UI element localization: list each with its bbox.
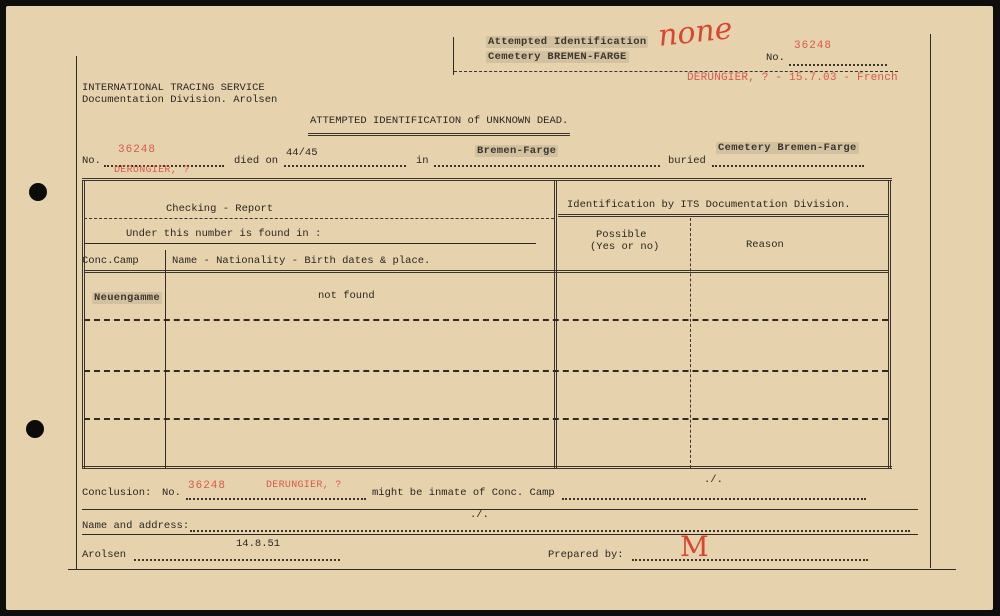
conclusion-no-label: No. [162,487,181,499]
name-address-dots [190,530,910,532]
row-camp: Neuengamme [94,292,161,304]
stamp-no-value: 36248 [794,40,833,52]
name-address-label: Name and address: [82,520,190,532]
frame-left [76,56,77,570]
table-right [888,180,891,468]
checking-header: Checking - Report [166,203,274,215]
col-camp: Conc.Camp [82,255,139,267]
record-buried-label: buried [668,155,706,167]
record-no-value: 36248 [118,144,157,156]
row-sep-3 [84,418,888,420]
org-line1: INTERNATIONAL TRACING SERVICE [82,82,265,94]
footer-date-dots [134,559,340,561]
record-in-label: in [416,155,429,167]
conclusion-sep [82,509,918,510]
stamp-no-dots [789,64,887,66]
table-left [82,180,85,468]
stamp-line2: Cemetery BREMEN-FARGE [488,51,627,63]
record-in-dots [434,165,660,167]
ident-header: Identification by ITS Documentation Division. [567,199,851,211]
col-possible-2: (Yes or no) [590,241,660,253]
col-divider-camp [165,250,166,468]
found-in: Under this number is found in : [126,228,322,240]
punch-hole-bottom [26,420,44,438]
conclusion-label: Conclusion: [82,487,152,499]
col-reason: Reason [746,239,784,251]
col-divider-possible [690,218,691,468]
conclusion-dots-2 [562,498,866,500]
footer-date: 14.8.51 [236,538,281,550]
row-sep-2 [84,370,888,372]
col-possible-1: Possible [596,229,647,241]
col-name: Name - Nationality - Birth dates & place. [172,255,431,267]
header-right: DERUNGIER, ? - 15.7.03 - French [687,72,898,84]
frame-right [930,34,931,568]
header-sep-right [558,214,888,217]
conclusion-camp: ./. [704,474,723,486]
frame-bottom [68,569,956,570]
record-in-value: Bremen-Farge [477,145,557,157]
record-name-under: DERUNGIER, ? [114,165,190,176]
record-buried-value: Cemetery Bremen-Farge [718,142,857,154]
stamp-no-label: No. [766,52,785,64]
conclusion-name: DERUNGIER, ? [266,480,342,491]
footer-prepared-dots [632,559,868,561]
found-in-underline [84,243,536,244]
stamp-left-border [453,37,454,75]
record-no-label: No. [82,155,101,167]
name-address-value: ./. [470,509,489,521]
record-died-label: died on [234,155,279,167]
title-underline [308,133,570,136]
page-title: ATTEMPTED IDENTIFICATION of UNKNOWN DEAD. [310,115,569,127]
record-buried-dots [712,165,864,167]
punch-hole-top [29,183,47,201]
footer-prepared-mark: M [680,530,709,563]
conclusion-text: might be inmate of Conc. Camp [372,487,555,499]
row-name: not found [318,290,375,302]
header-bottom [84,270,888,273]
table-top [82,178,892,181]
document-card [6,6,993,610]
record-died-dots [284,165,406,167]
footer-place: Arolsen [82,549,127,561]
row-sep-1 [84,319,888,321]
table-divider-main [554,180,557,468]
header-sep-left [84,218,554,219]
stamp-handwritten: none [656,11,735,54]
name-address-sep [82,534,918,535]
table-bottom [82,466,892,469]
record-died-value: 44/45 [286,147,318,159]
stamp-line1: Attempted Identification [488,36,647,48]
org-line2: Documentation Division. Arolsen [82,94,278,106]
footer-prepared-label: Prepared by: [548,549,624,561]
conclusion-dots-1 [186,498,366,500]
conclusion-no-value: 36248 [188,480,227,492]
